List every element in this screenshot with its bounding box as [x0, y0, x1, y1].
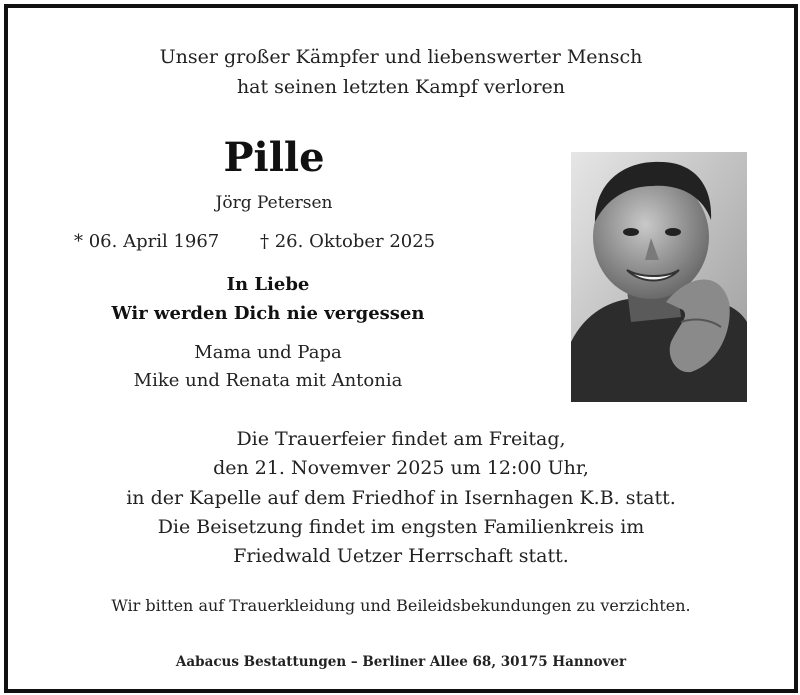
portrait-image: [571, 152, 747, 402]
death-symbol: †: [260, 231, 269, 252]
birth-date: 06. April 1967: [88, 231, 220, 252]
deceased-nickname: Pille: [223, 134, 325, 181]
service-line-3: in der Kapelle auf dem Friedhof in Isernhagen K.B. statt.: [126, 487, 676, 509]
obituary-notice: [4, 4, 798, 693]
birth-symbol: *: [74, 231, 83, 252]
deceased-full-name: Jörg Petersen: [215, 193, 333, 213]
dedication-line-1: In Liebe: [226, 274, 310, 295]
condolence-request: Wir bitten auf Trauerkleidung und Beileidsbekundungen zu verzichten.: [111, 596, 691, 615]
service-line-4: Die Beisetzung findet im engsten Familienkreis im: [157, 516, 645, 538]
mourners-line-1: Mama und Papa: [194, 342, 342, 363]
undertaker-info: Aabacus Bestattungen – Berliner Allee 68, 30175 Hannover: [175, 654, 627, 670]
birth-line: [74, 231, 219, 252]
service-line-2: den 21. Novemver 2025 um 12:00 Uhr,: [213, 457, 589, 479]
dedication-line-2: Wir werden Dich nie vergessen: [111, 303, 425, 324]
death-date: 26. Oktober 2025: [274, 231, 436, 252]
mourners-line-2: Mike und Renata mit Antonia: [133, 370, 403, 391]
death-line: [260, 231, 435, 252]
intro-line-1: Unser großer Kämpfer und liebenswerter Mensch: [159, 46, 643, 68]
intro-line-2: hat seinen letzten Kampf verloren: [236, 76, 566, 98]
service-line-1: Die Trauerfeier findet am Freitag,: [236, 428, 566, 450]
service-line-5: Friedwald Uetzer Herrschaft statt.: [233, 545, 569, 567]
portrait-photo: [571, 152, 747, 402]
